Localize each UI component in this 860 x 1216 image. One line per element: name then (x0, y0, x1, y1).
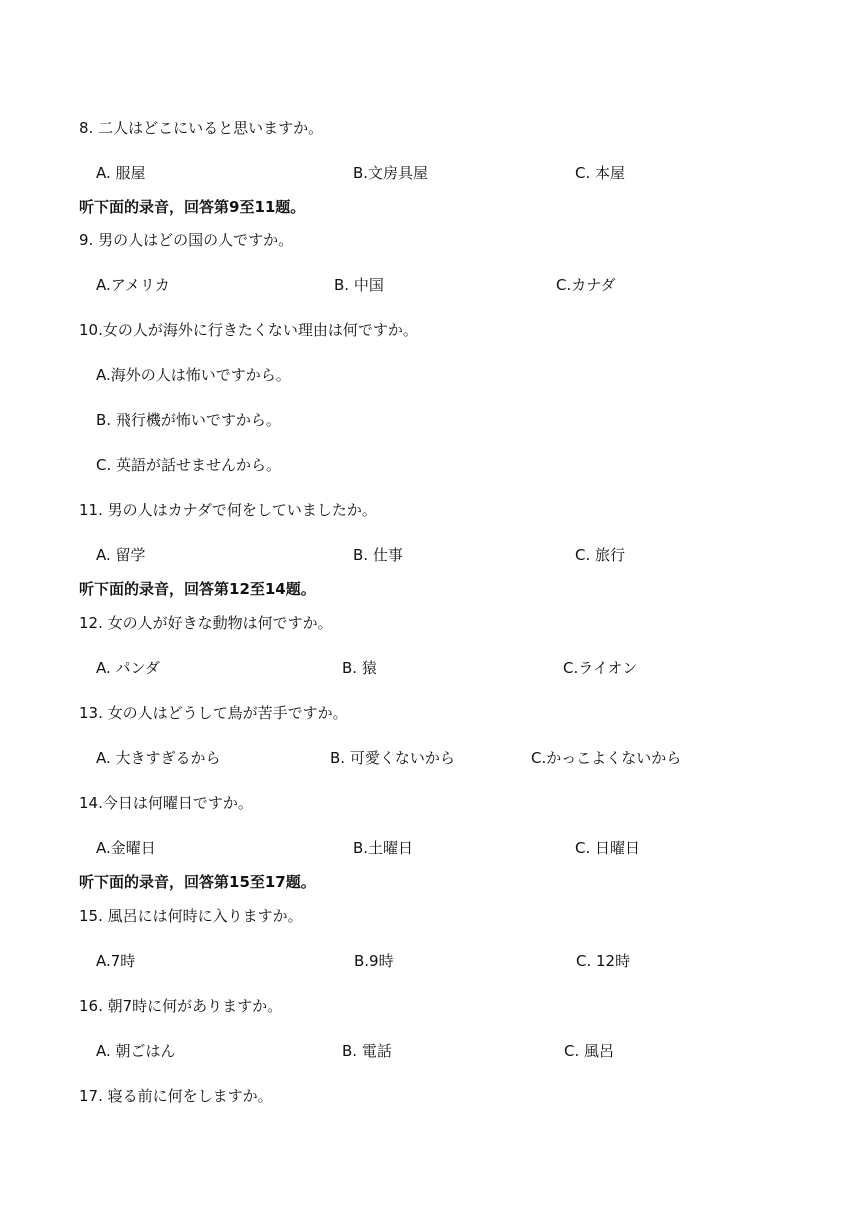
q10-option-c: C. 英語が話せませんから。 (96, 456, 282, 474)
question-9: 9. 男の人はどの国の人ですか。 (79, 231, 294, 249)
q16-option-c: C. 風呂 (564, 1042, 615, 1060)
section-heading-12-14: 听下面的录音，回答第12至14题。 (79, 580, 316, 598)
q8-option-a: A. 服屋 (96, 164, 146, 182)
question-15: 15. 風呂には何時に入りますか。 (79, 907, 303, 925)
q12-option-c: C.ライオン (563, 659, 638, 677)
q11-option-a: A. 留学 (96, 546, 146, 564)
q13-option-c: C.かっこよくないから (531, 749, 682, 767)
question-13: 13. 女の人はどうして鳥が苦手ですか。 (79, 704, 348, 722)
question-14: 14.今日は何曜日ですか。 (79, 794, 253, 812)
q8-option-c: C. 本屋 (575, 164, 626, 182)
q15-option-b: B.9時 (354, 952, 394, 970)
q14-option-b: B.土曜日 (353, 839, 414, 857)
q11-option-c: C. 旅行 (575, 546, 626, 564)
q14-option-a: A.金曜日 (96, 839, 156, 857)
q14-option-c: C. 日曜日 (575, 839, 641, 857)
q9-option-c: C.カナダ (556, 276, 616, 294)
q16-option-b: B. 電話 (342, 1042, 392, 1060)
q16-option-a: A. 朝ごはん (96, 1042, 176, 1060)
q10-option-b: B. 飛行機が怖いですから。 (96, 411, 281, 429)
question-16: 16. 朝7時に何がありますか。 (79, 997, 283, 1015)
q15-option-c: C. 12時 (576, 952, 631, 970)
q9-option-a: A.アメリカ (96, 276, 170, 294)
q12-option-b: B. 猿 (342, 659, 377, 677)
question-10: 10.女の人が海外に行きたくない理由は何ですか。 (79, 321, 418, 339)
section-heading-15-17: 听下面的录音，回答第15至17题。 (79, 873, 316, 891)
section-heading-9-11: 听下面的录音，回答第9至11题。 (79, 198, 306, 216)
q13-option-a: A. 大きすぎるから (96, 749, 221, 767)
q13-option-b: B. 可愛くないから (330, 749, 455, 767)
q12-option-a: A. パンダ (96, 659, 160, 677)
q8-option-b: B.文房具屋 (353, 164, 429, 182)
q10-option-a: A.海外の人は怖いですから。 (96, 366, 291, 384)
q11-option-b: B. 仕事 (353, 546, 403, 564)
q15-option-a: A.7時 (96, 952, 136, 970)
question-12: 12. 女の人が好きな動物は何ですか。 (79, 614, 333, 632)
q9-option-b: B. 中国 (334, 276, 384, 294)
question-11: 11. 男の人はカナダで何をしていましたか。 (79, 501, 377, 519)
question-17: 17. 寝る前に何をしますか。 (79, 1087, 273, 1105)
question-8: 8. 二人はどこにいると思いますか。 (79, 119, 324, 137)
